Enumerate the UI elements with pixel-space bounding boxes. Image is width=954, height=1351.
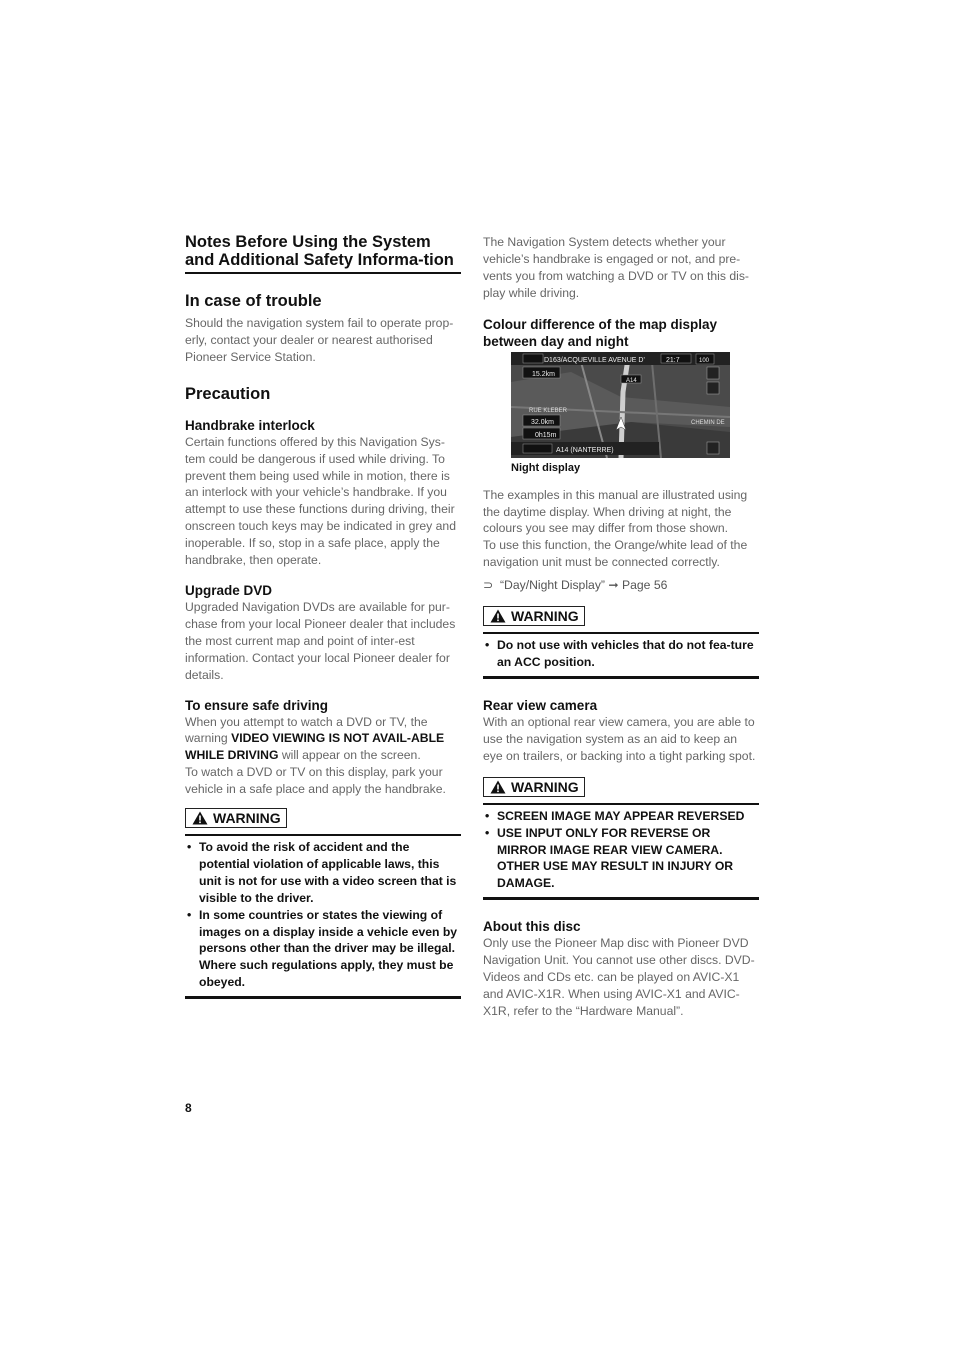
warning-list xyxy=(483,803,759,901)
map-road-badge: A14 xyxy=(626,377,637,384)
map-time: 0h15m xyxy=(535,431,557,439)
warning-label: WARNING xyxy=(185,808,461,830)
safe-driving-heading: To ensure safe driving xyxy=(185,697,329,713)
trouble-heading: In case of trouble xyxy=(185,292,322,310)
map-distance: 15.2km xyxy=(532,370,555,378)
map-street-top: D163/ACQUEVILLE AVENUE D' xyxy=(544,356,645,364)
warning-item: • USE INPUT ONLY FOR REVERSE OR MIRROR IMAGE REAR VIEW CAMERA. OTHER USE MAY RESULT IN INJURY OR DAMAGE. xyxy=(483,825,759,893)
colour-text: The examples in this manual are illustrated using the daytime display. When driving at night, the colours you see may differ from those shown. xyxy=(483,487,748,536)
disc-text: Only use the Pioneer Map disc with Pioneer DVD Navigation Unit. You cannot use other discs. DVD-Videos and CDs etc. can be played on AVIC-X1 and AVIC-X1R. When using AVIC-X1 and AVIC-X1R, refer to the “Hardware Manual”. xyxy=(483,936,755,1018)
warning-list xyxy=(483,632,759,679)
cross-reference: ⊃ “Day/Night Display” ➞ Page 56 xyxy=(483,578,668,593)
upgrade-heading: Upgrade DVD xyxy=(185,582,273,598)
map-scale: 100 xyxy=(699,357,710,364)
left-column xyxy=(185,234,461,999)
warning-label: WARNING xyxy=(483,606,759,628)
handbrake-heading: Handbrake interlock xyxy=(185,417,315,433)
handbrake-text: Certain functions offered by this Navigation Sys-tem could be dangerous if used while driving. To prevent them being used while in motion, there is an interlock with your vehicle’s handbrake. If you attempt to use these functions during driving, their onscreen touch keys may be indicated in grey and inoperable. If so, stop in a safe place, apply the handbrake, then operate. xyxy=(185,434,456,568)
disc-heading: About this disc xyxy=(483,919,581,935)
warning-icon xyxy=(490,780,506,794)
page-number: 8 xyxy=(185,1101,192,1115)
rear-camera-heading: Rear view camera xyxy=(483,697,598,713)
intro-text: The Navigation System detects whether your vehicle’s handbrake is engaged or not, and pre-vents you from watching a DVD or TV on this dis-play while driving. xyxy=(483,235,749,300)
warning-label: WARNING xyxy=(483,777,759,799)
map-street-left: RUE KLEBER xyxy=(529,407,568,414)
safe-driving-text: When you attempt to watch a DVD or TV, the warning VIDEO VIEWING IS NOT AVAIL-ABLE WHILE DRIVING will appear on the screen. xyxy=(185,714,445,763)
warning-item: • In some countries or states the viewing of images on a display inside a vehicle even by persons other than the driver may be illegal. Where such regulations apply, they must be obeyed. xyxy=(185,907,461,992)
warning-item: • Do not use with vehicles that do not fea-ture an ACC position. xyxy=(483,637,759,671)
map-street-bottom: A14 (NANTERRE) xyxy=(556,446,614,454)
rear-camera-text: With an optional rear view camera, you are able to use the navigation system as an aid to keep an eye on trailers, or backing into a tight parking spot. xyxy=(483,714,756,763)
precaution-heading: Precaution xyxy=(185,384,271,403)
arrow-right-icon: ➞ xyxy=(608,578,619,593)
warning-item: • To avoid the risk of accident and the potential violation of applicable laws, this unit is not for use with a video screen that is visible to the driver. xyxy=(185,839,461,907)
reference-arrow-icon: ⊃ xyxy=(483,578,494,593)
warning-icon xyxy=(490,609,506,623)
warning-list xyxy=(185,834,461,999)
safe-driving-text-2: To watch a DVD or TV on this display, park your vehicle in a safe place and apply the handbrake. xyxy=(185,765,446,797)
upgrade-text: Upgraded Navigation DVDs are available for pur-chase from your local Pioneer dealer that includes the most current map and point of inter-est information. Contact your local Pioneer dealer for details. xyxy=(185,599,456,682)
map-distance-2: 32.0km xyxy=(531,418,554,426)
colour-text-2: To use this function, the Orange/white lead of the navigation unit must be connected correctly. xyxy=(483,538,748,570)
map-clock: 21:7 xyxy=(666,356,680,364)
map-street-right: CHEMIN DE xyxy=(691,419,725,426)
trouble-text: Should the navigation system fail to operate prop-erly, contact your dealer or nearest authorised Pioneer Service Station. xyxy=(185,316,454,364)
warning-icon xyxy=(192,811,208,825)
right-column xyxy=(483,234,759,1020)
page-title: Notes Before Using the System and Additional Safety Informa-tion xyxy=(185,234,461,274)
map-caption: Night display xyxy=(511,461,581,474)
warning-item: • SCREEN IMAGE MAY APPEAR REVERSED xyxy=(483,808,759,825)
colour-heading: Colour difference of the map display between day and night xyxy=(483,316,718,349)
night-display-screenshot xyxy=(511,352,730,458)
